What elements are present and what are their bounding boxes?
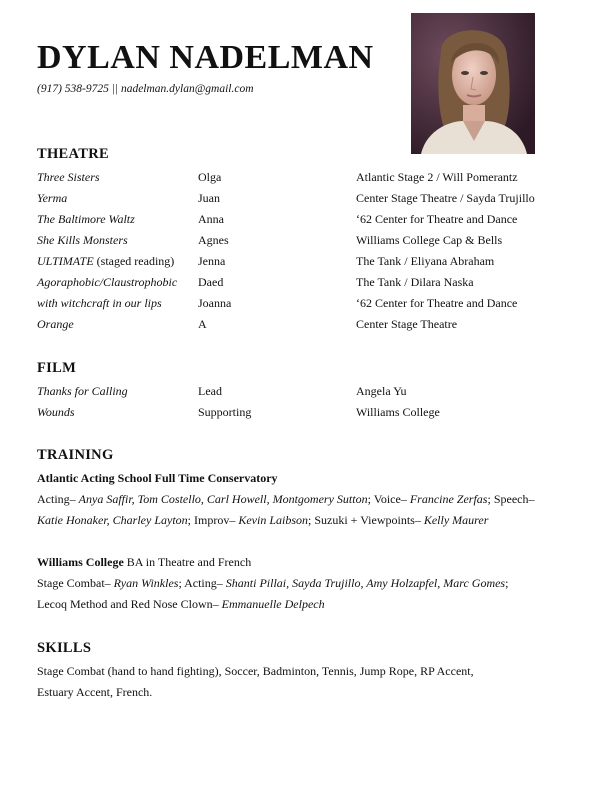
- credit-venue: Williams College Cap & Bells: [356, 233, 503, 247]
- teachers: Ryan Winkles: [113, 576, 179, 590]
- credit-title-text: Yerma: [37, 191, 68, 205]
- contact-line: [37, 83, 254, 95]
- training-school: [37, 555, 251, 570]
- credit-role: Anna: [198, 212, 224, 226]
- credit-venue: Center Stage Theatre: [356, 317, 458, 331]
- credit-row: [37, 170, 577, 191]
- credit-role: Olga: [198, 170, 222, 184]
- credit-title: [37, 317, 74, 332]
- credit-title-text: Three Sisters: [37, 170, 100, 184]
- credit-venue: Williams College: [356, 405, 440, 419]
- credit-role: Daed: [198, 275, 224, 289]
- theatre-credits: [37, 170, 577, 338]
- label: Lecoq Method and Red Nose Clown–: [37, 597, 222, 611]
- contact-separator: ||: [108, 83, 121, 95]
- credit-title-text: She Kills Monsters: [37, 233, 128, 247]
- training-line: [37, 492, 534, 507]
- credit-title-text: with witchcraft in our lips: [37, 296, 162, 310]
- training-line: [37, 513, 488, 528]
- label: ; Acting–: [178, 576, 226, 590]
- credit-title-text: Orange: [37, 317, 74, 331]
- credit-row: [37, 212, 577, 233]
- credit-title: Thanks for Calling: [37, 384, 128, 398]
- headshot-icon: [411, 13, 535, 154]
- credit-title: [37, 254, 174, 269]
- credit-role: Joanna: [198, 296, 232, 310]
- skills-line: Stage Combat (hand to hand fighting), Soccer, Badminton, Tennis, Jump Rope, RP Accent,: [37, 664, 474, 678]
- credit-role: A: [198, 317, 207, 331]
- resume-name: DYLAN NADELMAN: [37, 39, 374, 76]
- credit-row: [37, 233, 577, 254]
- credit-venue: Center Stage Theatre / Sayda Trujillo: [356, 191, 535, 205]
- label: Acting–: [37, 492, 79, 506]
- teachers: Emmanuelle Delpech: [221, 597, 325, 611]
- credit-row: [37, 254, 577, 275]
- training-heading: TRAINING: [37, 447, 114, 463]
- credit-role: Agnes: [198, 233, 229, 247]
- credit-title-text: The Baltimore Waltz: [37, 212, 135, 226]
- credit-title: [37, 191, 67, 206]
- credit-title: Wounds: [37, 405, 75, 419]
- credit-title: [37, 170, 100, 185]
- credit-venue: ‘62 Center for Theatre and Dance: [356, 296, 518, 310]
- credit-title-suffix: (staged reading): [93, 254, 175, 268]
- credit-role: Supporting: [198, 405, 252, 419]
- credit-row: [37, 191, 577, 212]
- teachers: Shanti Pillai, Sayda Trujillo, Amy Holzapfel, Marc Gomes: [225, 576, 506, 590]
- teachers: Katie Honaker, Charley Layton: [37, 513, 188, 527]
- credit-title-text: Agoraphobic/Claustrophobic: [37, 275, 178, 289]
- credit-title: [37, 212, 135, 227]
- theatre-heading: THEATRE: [37, 146, 109, 162]
- credit-row: [37, 275, 577, 296]
- label: ; Speech–: [487, 492, 535, 506]
- credit-venue: ‘62 Center for Theatre and Dance: [356, 212, 518, 226]
- label: ;: [505, 576, 509, 590]
- phone-number: (917) 538-9725: [37, 83, 109, 95]
- headshot-photo: [411, 13, 535, 154]
- credit-title: [37, 233, 128, 248]
- training-line: [37, 597, 325, 612]
- credit-role: Juan: [198, 191, 220, 205]
- label: ; Improv–: [187, 513, 239, 527]
- teachers: Francine Zerfas: [409, 492, 488, 506]
- credit-title-text: ULTIMATE: [37, 254, 94, 268]
- williams-school-name: Williams College: [37, 555, 124, 569]
- credit-venue: Atlantic Stage 2 / Will Pomerantz: [356, 170, 518, 184]
- label: ; Suzuki + Viewpoints–: [308, 513, 424, 527]
- training-line: [37, 576, 508, 591]
- label: Stage Combat–: [37, 576, 114, 590]
- label: ; Voice–: [367, 492, 410, 506]
- teachers: Anya Saffir, Tom Costello, Carl Howell, Montgomery Sutton: [78, 492, 368, 506]
- skills-line: Estuary Accent, French.: [37, 685, 153, 699]
- training-school: [37, 471, 278, 486]
- credit-row: [37, 405, 577, 426]
- atlantic-school-name: Atlantic Acting School Full Time Conservatory: [37, 471, 278, 485]
- film-credits: [37, 384, 577, 426]
- teachers: Kelly Maurer: [423, 513, 489, 527]
- credit-row: [37, 296, 577, 317]
- skills-heading: SKILLS: [37, 640, 92, 656]
- credit-title: [37, 275, 177, 290]
- credit-venue: Angela Yu: [356, 384, 407, 398]
- film-heading: FILM: [37, 360, 77, 376]
- credit-title: [37, 296, 162, 311]
- teachers: Kevin Laibson: [238, 513, 308, 527]
- degree: BA in Theatre and French: [123, 555, 252, 569]
- credit-row: [37, 384, 577, 405]
- credit-row: [37, 317, 577, 338]
- email-address: nadelman.dylan@gmail.com: [120, 83, 254, 95]
- credit-venue: The Tank / Dilara Naska: [356, 275, 474, 289]
- credit-role: Jenna: [198, 254, 226, 268]
- credit-venue: The Tank / Eliyana Abraham: [356, 254, 495, 268]
- credit-role: Lead: [198, 384, 222, 398]
